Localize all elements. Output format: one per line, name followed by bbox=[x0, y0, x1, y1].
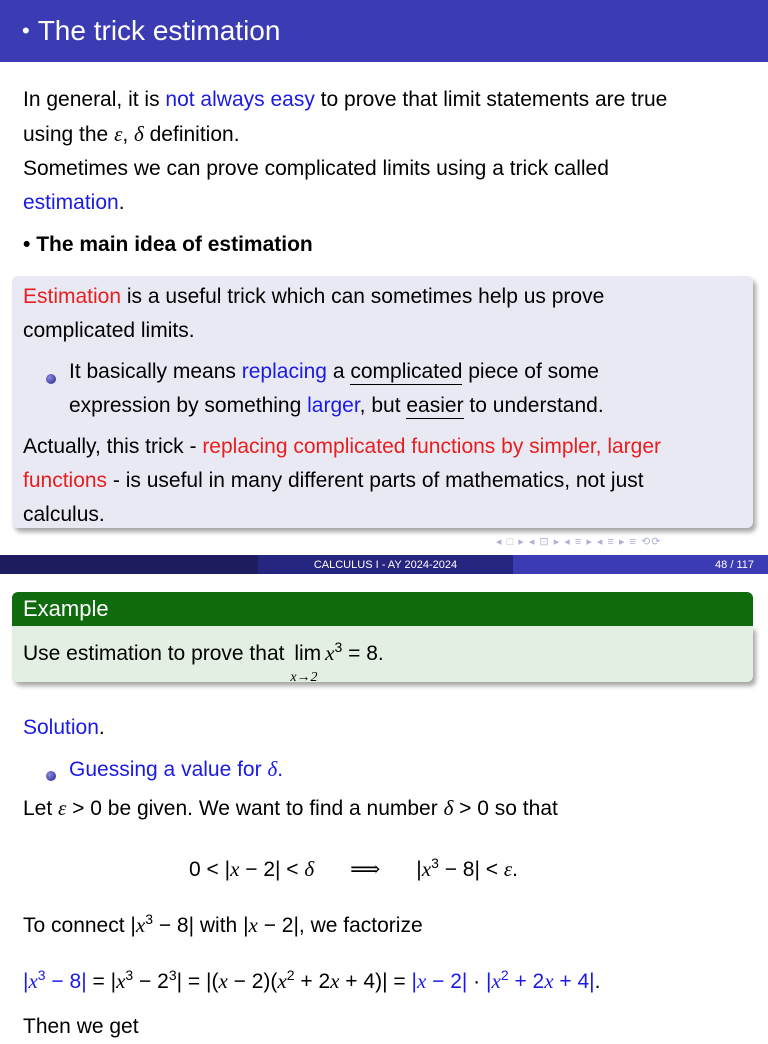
variable-x: x bbox=[230, 857, 240, 881]
solution-text: To connect | bbox=[23, 914, 136, 937]
solution-dot: . bbox=[98, 716, 105, 739]
exponent: 3 bbox=[145, 911, 153, 927]
footer-course-text: CALCULUS I - AY 2024-2024 bbox=[313, 558, 458, 571]
exponent: 3 bbox=[37, 967, 46, 983]
variable-x: x bbox=[544, 969, 554, 993]
intro-text: definition. bbox=[143, 123, 240, 146]
variable-x: x bbox=[416, 969, 427, 993]
limit-operator bbox=[290, 637, 322, 685]
intro-line-1 bbox=[23, 83, 667, 117]
solution-text: − 8| with | bbox=[152, 914, 249, 937]
variable-x: x bbox=[116, 969, 126, 993]
intro-text: to prove that limit statements are true bbox=[314, 88, 668, 111]
block-text: , but bbox=[359, 394, 407, 417]
slide-title-bar bbox=[0, 0, 768, 62]
bullet-ball-icon bbox=[46, 763, 56, 787]
formula-part: | bbox=[23, 970, 29, 993]
bullet-text: Guessing a value for bbox=[69, 758, 268, 781]
block-text: a bbox=[326, 360, 351, 383]
example-title: Example bbox=[23, 596, 109, 621]
delta-symbol: δ bbox=[267, 757, 278, 781]
highlight-red: replacing complicated functions by simpler, larger bbox=[202, 435, 662, 458]
intro-text: using the bbox=[23, 123, 115, 146]
formula-part: · bbox=[467, 970, 487, 993]
variable-x: x bbox=[248, 913, 258, 937]
formula-part: . bbox=[512, 858, 518, 881]
exponent: 3 bbox=[168, 967, 177, 983]
exponent: 3 bbox=[431, 855, 439, 871]
example-statement bbox=[23, 630, 384, 685]
solution-label bbox=[23, 711, 105, 745]
factorization-formula bbox=[23, 958, 600, 999]
block-line-5: calculus. bbox=[23, 503, 105, 526]
lim-subscript: x→2 bbox=[290, 670, 318, 685]
formula-part: − 8| < bbox=[438, 858, 504, 881]
formula-part: . bbox=[594, 970, 601, 993]
formula-part: − 2 bbox=[133, 970, 169, 993]
formula-part: = | bbox=[86, 970, 117, 993]
section-subheading bbox=[23, 233, 313, 257]
delta-symbol: δ bbox=[443, 796, 454, 820]
factor-rhs-2 bbox=[486, 967, 595, 993]
block-text: It basically means bbox=[69, 360, 242, 383]
factor-lhs bbox=[23, 967, 87, 993]
exponent: 2 bbox=[500, 967, 509, 983]
variable-x: x bbox=[421, 857, 432, 881]
intro-line-2 bbox=[23, 117, 240, 152]
intro-text: , bbox=[122, 123, 135, 146]
block-text: piece of some bbox=[462, 360, 599, 383]
bullet-line-2 bbox=[69, 389, 604, 423]
intro-text: . bbox=[118, 191, 125, 214]
title-bullet: • bbox=[22, 18, 30, 43]
estimation-term: Estimation bbox=[23, 285, 122, 308]
formula-part: − 2| < bbox=[239, 858, 305, 881]
epsilon-symbol: ε bbox=[114, 122, 123, 146]
exponent: 2 bbox=[286, 967, 295, 983]
variable-x: x bbox=[491, 969, 501, 993]
implication-formula bbox=[189, 846, 518, 887]
formula-part: + 2 bbox=[508, 970, 545, 993]
block-text: Actually, this trick - bbox=[23, 435, 203, 458]
intro-text: In general, it is bbox=[23, 88, 166, 111]
block-line-2: complicated limits. bbox=[23, 319, 195, 342]
factor-rhs bbox=[411, 970, 467, 993]
subheading-bullet: • bbox=[23, 233, 31, 256]
variable-x: x bbox=[325, 641, 335, 665]
example-header bbox=[12, 592, 753, 626]
footer-course bbox=[258, 555, 513, 574]
footer-left bbox=[0, 555, 258, 574]
formula-part: | bbox=[416, 858, 422, 881]
formula-part: | = |( bbox=[176, 970, 219, 993]
replacing-term: replacing bbox=[241, 360, 327, 383]
lim-label: lim bbox=[294, 642, 322, 665]
formula-part: − 8| bbox=[45, 970, 87, 993]
formula-part: − 2)( bbox=[227, 970, 278, 993]
example-text: = 8. bbox=[342, 642, 384, 665]
variable-x: x bbox=[28, 969, 38, 993]
block-text: expression by something bbox=[69, 394, 308, 417]
footer-page bbox=[513, 555, 768, 574]
delta-symbol: δ bbox=[304, 857, 315, 881]
block-text: to understand. bbox=[463, 394, 604, 417]
formula-part: 0 < | bbox=[189, 858, 231, 881]
variable-x: x bbox=[135, 913, 146, 937]
intro-highlight: not always easy bbox=[165, 88, 315, 111]
navigation-symbols[interactable]: ◂ □ ▸ ◂ ⊡ ▸ ◂ ≡ ▸ ◂ ≡ ▸ ≡ ⟲⟳ bbox=[496, 536, 662, 548]
block-text: is a useful trick which can sometimes help us prove bbox=[121, 285, 605, 308]
estimation-term: estimation bbox=[23, 191, 119, 214]
complicated-term: complicated bbox=[350, 360, 463, 383]
subheading-text: The main idea of estimation bbox=[36, 233, 313, 256]
formula-part: | bbox=[486, 970, 492, 993]
implies-arrow: ⟹ bbox=[350, 857, 381, 881]
cut-off-line: Then we get bbox=[23, 1015, 139, 1038]
exponent: 3 bbox=[125, 967, 134, 983]
solution-bullet bbox=[69, 752, 283, 787]
intro-line-4 bbox=[23, 186, 125, 220]
bullet-line-1 bbox=[69, 355, 599, 389]
solution-text: − 2|, we factorize bbox=[257, 914, 423, 937]
formula-part: + 4| bbox=[553, 970, 595, 993]
solution-word: Solution bbox=[23, 716, 99, 739]
variable-x: x bbox=[330, 969, 340, 993]
variable-x: x bbox=[277, 969, 287, 993]
solution-text: > 0 so that bbox=[453, 797, 558, 820]
intro-line-3: Sometimes we can prove complicated limits using a trick called bbox=[23, 157, 609, 180]
slide-title: The trick estimation bbox=[37, 15, 281, 46]
formula-part: + 2 bbox=[294, 970, 331, 993]
highlight-red: functions bbox=[23, 469, 108, 492]
formula-part: + 4)| = bbox=[339, 970, 412, 993]
variable-x: x bbox=[218, 969, 228, 993]
exponent: 3 bbox=[334, 639, 343, 655]
connect-line bbox=[23, 902, 423, 943]
block-text: - is useful in many different parts of mathematics, not just bbox=[107, 469, 644, 492]
epsilon-symbol: ε bbox=[503, 857, 513, 881]
bullet-text: . bbox=[277, 758, 284, 781]
formula-part: − 2| bbox=[426, 970, 468, 993]
example-text: Use estimation to prove that bbox=[23, 642, 291, 665]
let-epsilon-line bbox=[23, 791, 558, 826]
solution-text: Let bbox=[23, 797, 59, 820]
solution-text: > 0 be given. We want to find a number bbox=[66, 797, 444, 820]
block-line-4 bbox=[23, 464, 644, 498]
delta-symbol: δ bbox=[134, 122, 144, 146]
epsilon-symbol: ε bbox=[58, 796, 67, 820]
easier-term: easier bbox=[406, 394, 464, 417]
page-number: 48 / 117 bbox=[715, 558, 754, 571]
bullet-ball-icon bbox=[46, 366, 56, 390]
block-line-1 bbox=[23, 280, 604, 314]
formula-part: | bbox=[411, 970, 417, 993]
larger-term: larger bbox=[307, 394, 360, 417]
block-line-3 bbox=[23, 430, 661, 464]
